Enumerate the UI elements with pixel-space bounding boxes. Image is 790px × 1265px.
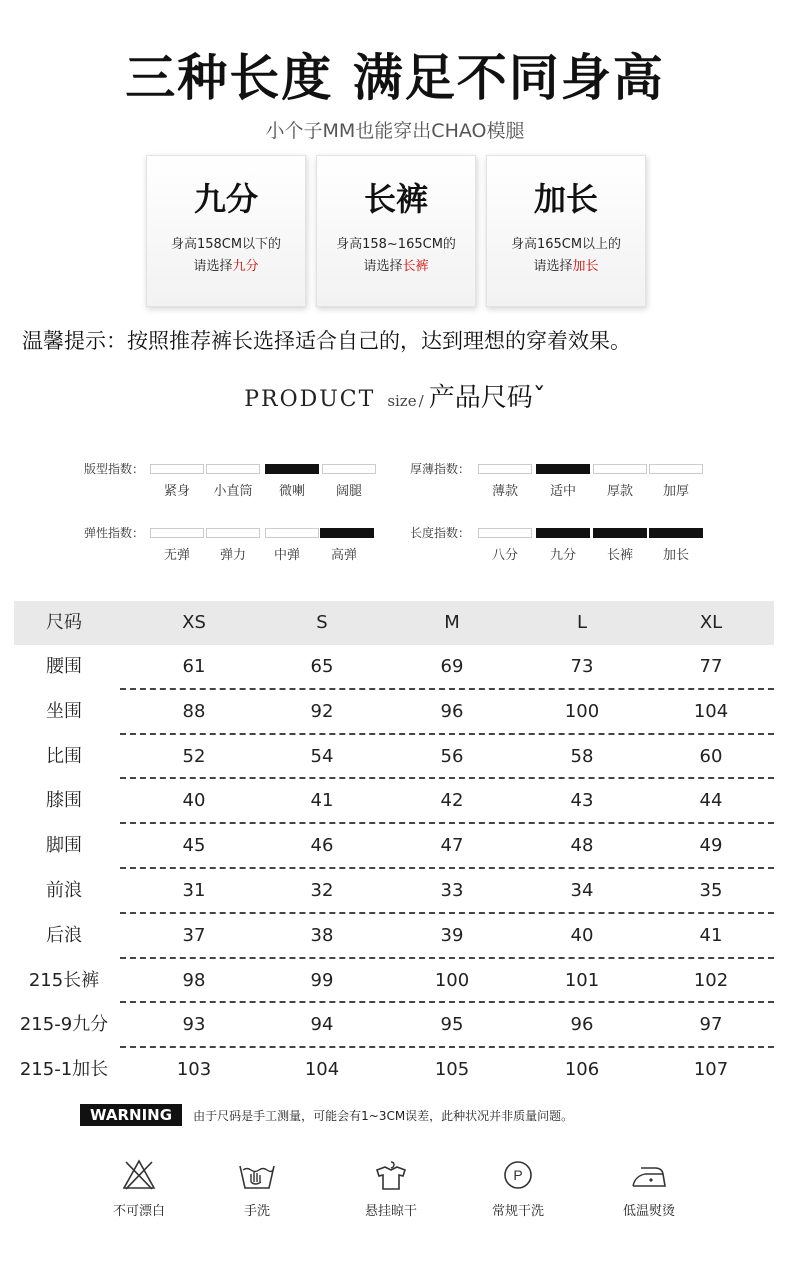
low-iron-icon (629, 1158, 669, 1192)
table-cell: 96 (570, 1014, 594, 1036)
table-cell: 88 (182, 700, 206, 722)
table-cell: 95 (440, 1014, 464, 1036)
hang-dry-icon (373, 1158, 409, 1192)
index-bar (649, 464, 703, 474)
index-option: 小直筒 (213, 484, 253, 499)
table-cell: 97 (699, 1014, 723, 1036)
table-row (14, 824, 774, 869)
table-row (14, 779, 774, 824)
table-cell: 32 (310, 879, 334, 901)
table-cell: 58 (570, 745, 594, 767)
table-cell: 98 (182, 969, 206, 991)
table-cell: 92 (310, 700, 334, 722)
warning-text: 由于尺码是手工测量，可能会有1~3CM误差，此种状况并非质量问题。 (193, 1108, 574, 1123)
row-label: 膝围 (46, 790, 82, 812)
table-cell: 102 (693, 969, 729, 991)
index-option: 薄款 (491, 484, 518, 499)
table-cell: 73 (570, 656, 594, 677)
index-bar (150, 528, 204, 538)
headline: 三种长度 满足不同身高 (125, 49, 665, 107)
header-cell: M (444, 612, 460, 633)
index-bar-active (320, 528, 374, 538)
warning-badge: WARNING (80, 1104, 182, 1126)
row-label: 坐围 (46, 700, 82, 722)
row-label: 腰围 (46, 656, 82, 677)
index-bar-active (265, 464, 319, 474)
index-bar (206, 464, 260, 474)
index-bar (265, 528, 319, 538)
table-cell: 99 (310, 969, 334, 991)
index-label: 弹性指数： (83, 526, 144, 540)
card-title: 加长 (533, 180, 598, 218)
index-option: 弹力 (219, 548, 246, 563)
dry-clean-icon (500, 1158, 536, 1192)
row-label: 脚围 (46, 835, 82, 857)
index-label: 长度指数： (409, 526, 470, 540)
index-option: 加厚 (662, 484, 689, 499)
card-title: 长裤 (363, 180, 428, 218)
length-card-ninth[interactable] (146, 155, 306, 307)
table-cell: 35 (699, 879, 723, 901)
header-cell: L (576, 612, 588, 633)
care-label: 手洗 (243, 1204, 270, 1219)
card-desc: 身高165CM以上的 请选择加长 (510, 237, 622, 274)
table-cell: 47 (440, 835, 464, 857)
header-cell: XL (699, 612, 723, 633)
table-cell: 56 (440, 745, 464, 767)
tip-text: 温馨提示：按照推荐裤长选择适合自己的，达到理想的穿着效果。 (22, 329, 631, 353)
table-cell: 44 (699, 790, 723, 812)
index-option: 九分 (549, 548, 576, 563)
table-cell: 41 (699, 924, 723, 946)
table-cell: 45 (182, 835, 206, 857)
table-cell: 100 (434, 969, 470, 991)
table-cell: 60 (699, 745, 723, 767)
index-bar (206, 528, 260, 538)
table-row (14, 914, 774, 959)
header-cell: 尺码 (46, 612, 82, 633)
table-cell: 65 (310, 656, 334, 677)
index-bar-active (536, 464, 590, 474)
row-label: 215-9九分 (19, 1014, 109, 1036)
table-cell: 31 (182, 879, 206, 901)
chevron-down-icon: ˇ (532, 383, 546, 413)
index-bar (150, 464, 204, 474)
table-cell: 43 (570, 790, 594, 812)
table-cell: 104 (693, 700, 729, 722)
row-label: 比围 (46, 745, 82, 767)
table-cell: 69 (440, 656, 464, 677)
card-desc: 身高158CM以下的 请选择九分 (170, 237, 282, 274)
table-cell: 38 (310, 924, 334, 946)
table-row (14, 645, 774, 690)
table-cell: 106 (564, 1059, 600, 1081)
table-cell: 104 (304, 1059, 340, 1081)
table-cell: 40 (570, 924, 594, 946)
table-cell: 94 (310, 1014, 334, 1036)
care-label: 悬挂晾干 (364, 1204, 417, 1219)
table-cell: 42 (440, 790, 464, 812)
index-option: 微喇 (278, 484, 305, 499)
length-cards (146, 155, 646, 307)
table-cell: 96 (440, 700, 464, 722)
index-option: 厚款 (606, 484, 633, 499)
index-bar (593, 464, 647, 474)
table-cell: 103 (176, 1059, 212, 1081)
row-label: 前浪 (46, 879, 82, 901)
table-cell: 107 (693, 1059, 729, 1081)
row-label: 215-1加长 (19, 1059, 109, 1081)
svg-text:P: P (513, 1167, 523, 1183)
size-table (14, 601, 774, 1093)
hand-wash-icon (237, 1158, 277, 1192)
table-cell: 101 (564, 969, 600, 991)
product-size-heading: PRODUCT size / 产品尺码ˇ (244, 383, 546, 413)
care-label: 不可漂白 (112, 1204, 165, 1219)
table-row (14, 1048, 774, 1093)
index-label: 版型指数： (83, 462, 144, 476)
index-option: 中弹 (273, 548, 300, 563)
size-table-header (14, 601, 774, 645)
header-cell: S (316, 612, 328, 633)
table-cell: 41 (310, 790, 334, 812)
table-cell: 54 (310, 745, 334, 767)
index-option: 无弹 (163, 548, 190, 563)
table-row (14, 1003, 774, 1048)
table-row (14, 690, 774, 735)
index-option: 长裤 (606, 548, 633, 563)
index-option: 适中 (549, 484, 576, 499)
care-label: 低温熨烫 (622, 1204, 675, 1219)
index-option: 高弹 (330, 548, 357, 563)
care-hand-wash (207, 1158, 307, 1219)
length-card-extra-long[interactable] (486, 155, 646, 307)
index-option: 阔腿 (335, 484, 362, 499)
table-cell: 39 (440, 924, 464, 946)
row-label: 215长裤 (28, 969, 100, 991)
table-cell: 40 (182, 790, 206, 812)
card-title: 九分 (193, 180, 258, 218)
table-cell: 34 (570, 879, 594, 901)
length-card-long[interactable] (316, 155, 476, 307)
index-option: 八分 (491, 548, 518, 563)
care-no-bleach (89, 1158, 189, 1219)
subheadline: 小个子MM也能穿出CHAO模腿 (265, 120, 525, 142)
table-row (14, 959, 774, 1004)
care-hang-dry (341, 1158, 441, 1219)
index-bar-active (593, 528, 647, 538)
index-bar (478, 528, 532, 538)
no-bleach-icon (121, 1158, 157, 1192)
table-cell: 77 (699, 656, 723, 677)
index-bar (478, 464, 532, 474)
table-cell: 61 (182, 656, 206, 677)
table-cell: 37 (182, 924, 206, 946)
index-label: 厚薄指数： (409, 462, 470, 476)
table-cell: 46 (310, 835, 334, 857)
table-cell: 105 (434, 1059, 470, 1081)
table-cell: 52 (182, 745, 206, 767)
table-row (14, 869, 774, 914)
care-label: 常规干洗 (491, 1204, 544, 1219)
index-bar-active (649, 528, 703, 538)
care-dry-clean (468, 1158, 568, 1219)
table-cell: 93 (182, 1014, 206, 1036)
card-desc: 身高158~165CM的 请选择长裤 (336, 237, 456, 274)
index-bar-active (536, 528, 590, 538)
table-cell: 100 (564, 700, 600, 722)
warning-note (80, 1104, 573, 1126)
index-option: 紧身 (163, 484, 190, 499)
care-low-iron (599, 1158, 699, 1219)
header-cell: XS (182, 612, 206, 633)
table-cell: 33 (440, 879, 464, 901)
index-option: 加长 (662, 548, 689, 563)
table-row (14, 735, 774, 780)
table-cell: 48 (570, 835, 594, 857)
index-bar (322, 464, 376, 474)
row-label: 后浪 (46, 924, 82, 946)
table-cell: 49 (699, 835, 723, 857)
